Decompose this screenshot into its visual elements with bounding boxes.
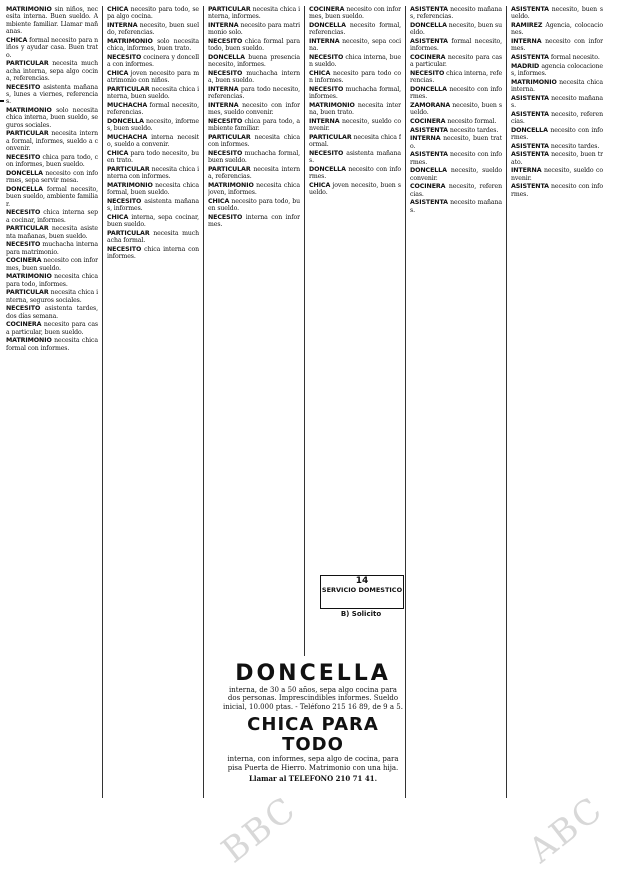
ad-text: necesito tardes.	[449, 126, 499, 134]
classified-ad	[208, 102, 300, 117]
ad-lead-word: COCINERA	[6, 257, 42, 265]
ad-text: necesita interna formal, informes, sueldo a convenir.	[6, 130, 98, 153]
ad-text: necesita muchacha interna, sepa algo cocina, referencias.	[6, 60, 98, 83]
ad-text: necesito, sueldo convenir.	[410, 167, 502, 182]
ad-text: necesito para casa particular, buen sueldo.	[6, 321, 98, 336]
ad-text: necesita interna, referencias.	[208, 166, 300, 181]
ad-lead-word: COCINERA	[309, 6, 345, 13]
classified-ad	[511, 183, 603, 198]
ad-text: necesita muchacha formal.	[107, 230, 199, 245]
ad-text: necesito formal.	[447, 118, 497, 125]
ad-lead-word: ZAMORANA	[410, 102, 451, 109]
classified-ad	[208, 166, 300, 181]
ad-lead-word: INTERNA	[309, 38, 340, 45]
ad-lead-word: COCINERA	[410, 183, 446, 191]
ad-text: asistenta mañanas, informes.	[107, 198, 199, 213]
classified-ad	[208, 214, 300, 229]
feature-headline-chica: CHICA PARA TODO	[247, 714, 379, 756]
classified-ad	[6, 257, 98, 272]
ad-lead-word: DONCELLA	[6, 185, 43, 193]
ad-text: muchacha interna, buen sueldo.	[208, 70, 300, 85]
classified-ad	[511, 95, 603, 110]
classified-ad	[309, 86, 401, 101]
ad-lead-word: INTERNA	[511, 38, 542, 45]
ad-text: necesito con informes.	[511, 126, 603, 141]
classified-ad	[6, 225, 98, 240]
classified-ad	[511, 143, 603, 150]
column-rule	[304, 6, 305, 656]
ad-text: asistenta mañanas.	[309, 150, 401, 165]
ad-text: chica para todo, con informes, buen sueldo.	[6, 153, 98, 169]
ad-text: chica interna, referencias.	[410, 70, 502, 85]
ad-lead-word: PARTICULAR	[6, 130, 49, 138]
classified-ad	[511, 38, 603, 53]
ad-text: necesito para casa particular.	[410, 54, 502, 69]
ad-lead-word: ASISTENTA	[511, 110, 549, 118]
feature-body-2: interna, con informes, sepa algo de cocina, para pisa Puerta de Hierro. Matrimonio con una hija.	[227, 755, 399, 772]
ad-text: necesita interna, buen trato.	[309, 102, 401, 117]
ad-lead-word: NECESITO	[6, 153, 41, 161]
ad-lead-word: PARTICULAR	[208, 6, 251, 13]
classified-ad	[208, 70, 300, 85]
ad-lead-word: ASISTENTA	[410, 199, 448, 207]
ad-lead-word: PARTICULAR	[6, 225, 49, 233]
ad-text: necesita chica interna, informes.	[208, 6, 300, 21]
classified-ad	[511, 151, 603, 166]
classified-ad	[309, 6, 401, 21]
ad-lead-word: NECESITO	[208, 150, 243, 157]
classified-ad	[511, 63, 603, 78]
ad-text: chica interna con informes.	[107, 246, 199, 261]
ad-text: necesito para todo con informes.	[309, 70, 401, 85]
classified-ad	[107, 102, 199, 117]
ad-lead-word: CHICA	[309, 182, 331, 189]
ad-lead-word: INTERNA	[107, 22, 138, 29]
ad-text: solo necesita chica interna, buen sueldo, seguros sociales.	[6, 107, 98, 129]
ad-lead-word: ASISTENTA	[511, 6, 549, 13]
classified-ad	[6, 273, 98, 288]
ad-text: necesita chica interna, buen sueldo.	[107, 86, 199, 101]
classified-ad	[6, 154, 98, 169]
ad-text: chica para todo, ambiente familiar.	[208, 118, 300, 133]
classified-ad	[6, 289, 98, 304]
feature-contact: Llamar al TELEFONO 210 71 41.	[248, 774, 378, 784]
classified-ad	[410, 151, 502, 166]
ad-column-2	[107, 6, 199, 798]
ad-lead-word: NECESITO	[107, 198, 142, 205]
ad-text: muchacha formal, buen sueldo.	[208, 150, 300, 165]
column-rule	[405, 6, 406, 798]
ad-text: formal necesito, referencias.	[107, 102, 199, 117]
ad-text: buena presencia necesito, informes.	[208, 54, 300, 69]
ad-text: formal necesito para niños y ayudar casa. Buen trato.	[6, 36, 98, 59]
classified-ad	[107, 22, 199, 37]
ad-lead-word: ASISTENTA	[511, 183, 549, 191]
ad-lead-word: NECESITO	[6, 83, 41, 91]
feature-headline-doncella: DONCELLA	[235, 661, 391, 686]
ad-lead-word: PARTICULAR	[107, 166, 150, 173]
classified-ad	[511, 6, 603, 21]
ad-text: chica interna, buen sueldo.	[309, 54, 401, 69]
ad-lead-word: NECESITO	[309, 150, 344, 157]
section-subtitle: B) Solicito	[340, 610, 382, 618]
ad-column-5	[410, 6, 502, 798]
ad-lead-word: ASISTENTA	[410, 126, 448, 134]
ad-text: necesito formal, referencias.	[309, 22, 401, 37]
classified-ad	[410, 118, 502, 125]
classified-ad	[208, 86, 300, 101]
classified-ad	[511, 54, 603, 61]
ad-text: sin niños, necesita interna. Buen sueldo. Ambiente familiar. Llamar mañanas.	[6, 6, 98, 36]
ad-lead-word: NECESITO	[208, 118, 243, 125]
ad-lead-word: CHICA	[6, 36, 28, 44]
classified-ad	[6, 37, 98, 59]
ad-lead-word: NECESITO	[6, 209, 41, 217]
classified-ad	[410, 38, 502, 53]
ad-text: chica formal para todo, buen sueldo.	[208, 38, 300, 53]
column-rule	[506, 6, 507, 798]
classified-ad	[6, 84, 98, 106]
ad-column-6	[511, 6, 603, 798]
ad-lead-word: DONCELLA	[410, 22, 447, 29]
ad-text: necesita chica interna con informes.	[107, 166, 199, 181]
ad-lead-word: NECESITO	[410, 70, 445, 77]
ad-lead-word: CHICA	[107, 70, 129, 77]
ad-text: necesito, referencias.	[410, 183, 502, 198]
classified-ad	[107, 6, 199, 21]
classified-ad	[6, 6, 98, 36]
classified-ad	[208, 118, 300, 133]
ad-text: asistenta mañanas, lunes a viernes, referencias.	[6, 83, 98, 106]
classified-ad	[6, 130, 98, 152]
ad-lead-word: MUCHACHA	[107, 102, 148, 109]
classified-ad	[511, 167, 603, 182]
classified-ad	[410, 135, 502, 150]
classified-ad	[208, 134, 300, 149]
ad-lead-word: NECESITO	[208, 70, 243, 77]
classified-ad	[208, 198, 300, 213]
ad-lead-word: PARTICULAR	[309, 134, 352, 141]
classified-ad	[309, 38, 401, 53]
ad-text: necesito con informes.	[511, 38, 603, 53]
ad-lead-word: DONCELLA	[309, 166, 346, 173]
ad-text: necesito mañanas.	[511, 94, 603, 109]
ad-lead-word: MATRIMONIO	[511, 78, 557, 86]
ad-text: necesito, buen trato.	[511, 151, 603, 166]
ad-text: necesito mañanas.	[410, 199, 502, 214]
classified-ad	[6, 170, 98, 185]
ad-lead-word: INTERNA	[309, 118, 340, 125]
classified-ad	[410, 199, 502, 214]
ad-lead-word: MATRIMONIO	[107, 38, 153, 45]
ad-text: necesito para todo, buen sueldo.	[208, 198, 300, 213]
ad-text: interna necesito, sueldo a convenir.	[107, 134, 199, 149]
classified-ad	[6, 321, 98, 336]
ad-text: necesito, buen trato.	[410, 135, 502, 150]
ad-lead-word: CHICA	[107, 214, 129, 221]
ad-text: formal necesito, buen sueldo, ambiente familiar.	[6, 185, 98, 208]
ad-lead-word: DONCELLA	[410, 86, 447, 93]
ad-lead-word: DONCELLA	[410, 167, 447, 175]
classified-ad	[6, 60, 98, 82]
ad-column-3	[208, 6, 300, 656]
classified-ad	[107, 38, 199, 53]
ad-lead-word: COCINERA	[410, 54, 446, 61]
ad-text: necesito con informes, sepa servir mesa.	[6, 169, 98, 185]
ad-lead-word: DONCELLA	[511, 126, 548, 134]
classified-ad	[309, 150, 401, 165]
ad-lead-word: MATRIMONIO	[309, 102, 355, 109]
ad-lead-word: PARTICULAR	[208, 166, 251, 173]
classified-ad	[6, 305, 98, 320]
ad-lead-word: NECESITO	[208, 214, 243, 221]
ad-lead-word: NECESITO	[309, 86, 344, 93]
ad-lead-word: NECESITO	[6, 305, 41, 313]
ad-text: necesito con informes, sueldo convenir.	[208, 102, 300, 117]
classified-ad	[208, 22, 300, 37]
ad-lead-word: PARTICULAR	[208, 134, 251, 141]
margin-mark	[0, 100, 4, 102]
ad-text: agencia colocaciones, informes.	[511, 62, 603, 77]
classified-ad	[107, 134, 199, 149]
ad-text: necesito para todo, sepa algo cocina.	[107, 6, 199, 21]
classified-ad	[309, 22, 401, 37]
ad-lead-word: MUCHACHA	[107, 134, 148, 141]
ad-text: solo necesita chica, informes, buen trato.	[107, 38, 199, 53]
ad-text: para todo necesito, referencias.	[208, 86, 300, 101]
classified-ad	[309, 134, 401, 149]
ad-lead-word: COCINERA	[410, 118, 446, 125]
ad-lead-word: COCINERA	[6, 321, 42, 329]
ad-lead-word: RAMIREZ	[511, 22, 543, 29]
ad-lead-word: CHICA	[107, 6, 129, 13]
section-name: SERVICIO DOMESTICO	[321, 586, 403, 594]
ad-text: interna con informes.	[208, 214, 300, 229]
feature-ad	[222, 660, 404, 798]
ad-text: necesito, sepa cocina.	[309, 38, 401, 53]
ad-lead-word: PARTICULAR	[107, 230, 150, 237]
ad-text: asistenta tardes, dos días semana.	[6, 305, 98, 320]
ad-text: necesito, buen sueldo.	[410, 22, 502, 37]
classified-ad	[107, 246, 199, 261]
classified-ad	[208, 182, 300, 197]
classified-ad	[6, 241, 98, 256]
ad-lead-word: ASISTENTA	[511, 142, 549, 150]
ad-lead-word: MATRIMONIO	[6, 337, 52, 345]
ad-lead-word: NECESITO	[208, 38, 243, 45]
section-header-box	[320, 575, 404, 609]
ad-text: necesito con informes.	[309, 166, 401, 181]
classified-ad	[511, 79, 603, 94]
ad-lead-word: NECESITO	[309, 54, 344, 61]
ad-lead-word: PARTICULAR	[6, 289, 49, 297]
ad-lead-word: INTERNA	[208, 102, 239, 109]
ad-lead-word: PARTICULAR	[107, 86, 150, 93]
watermark-logo-left: BBC	[214, 788, 305, 871]
ad-text: necesita chica joven, informes.	[208, 182, 300, 197]
ad-lead-word: MATRIMONIO	[6, 6, 52, 13]
classified-ad	[107, 166, 199, 181]
ad-lead-word: INTERNA	[410, 135, 441, 143]
ad-text: necesita chica interna, seguros sociales.	[6, 289, 98, 304]
ad-text: muchacha formal, informes.	[309, 86, 401, 101]
classified-ad	[309, 102, 401, 117]
classified-ad	[107, 150, 199, 165]
ad-text: necesito, buen sueldo, referencias.	[107, 22, 199, 37]
classified-ad	[107, 214, 199, 229]
ad-lead-word: MADRID	[511, 62, 540, 70]
classified-ad	[410, 102, 502, 117]
ad-text: cocinera y doncella con informes.	[107, 54, 199, 69]
ad-text: muchacha interna para matrimonio.	[6, 241, 98, 256]
classified-ad	[208, 54, 300, 69]
classified-ad	[410, 183, 502, 198]
classified-ad	[107, 86, 199, 101]
classified-ad	[410, 86, 502, 101]
classified-ad	[410, 127, 502, 134]
ad-lead-word: DONCELLA	[208, 54, 245, 61]
ad-lead-word: ASISTENTA	[511, 94, 549, 102]
ad-text: necesita asistenta mañanas, buen sueldo.	[6, 225, 98, 240]
ad-lead-word: PARTICULAR	[6, 60, 49, 68]
ad-text: chica interna sepa cocinar, informes.	[6, 209, 98, 224]
classified-ad	[410, 54, 502, 69]
ad-text: necesita chica para todo, informes.	[6, 273, 98, 288]
classified-ad	[208, 150, 300, 165]
ad-lead-word: MATRIMONIO	[107, 182, 153, 189]
classified-ad	[6, 209, 98, 224]
ad-lead-word: ASISTENTA	[511, 151, 549, 159]
classified-ad	[309, 118, 401, 133]
classified-ad	[309, 70, 401, 85]
classified-ad	[410, 167, 502, 182]
ad-lead-word: NECESITO	[107, 54, 142, 61]
section-number: 14	[355, 576, 369, 586]
ad-text: para todo necesito, buen trato.	[107, 150, 199, 165]
classified-ad	[107, 118, 199, 133]
classified-ad	[309, 166, 401, 181]
watermark-logo-right: ABC	[521, 788, 611, 871]
column-rule	[203, 6, 204, 798]
ad-text: formal necesito.	[550, 54, 600, 61]
classified-ad	[107, 230, 199, 245]
ad-text: joven necesito para matrimonio con niños.	[107, 70, 199, 85]
classified-ad	[511, 22, 603, 37]
ad-lead-word: INTERNA	[208, 22, 239, 29]
ad-text: necesita chica interna.	[511, 78, 603, 93]
ad-text: necesito, buen sueldo.	[410, 102, 502, 117]
ad-lead-word: CHICA	[208, 198, 230, 205]
ad-text: necesito, sueldo convenir.	[511, 167, 603, 182]
ad-column-4	[309, 6, 401, 571]
ad-lead-word: CHICA	[309, 70, 331, 77]
ad-lead-word: DONCELLA	[6, 169, 43, 177]
classified-ad	[410, 6, 502, 21]
ad-lead-word: NECESITO	[107, 246, 142, 253]
ad-text: necesito con informes.	[511, 183, 603, 198]
ad-text: joven necesito, buen sueldo.	[309, 182, 401, 197]
ad-text: necesito con informes.	[410, 151, 502, 166]
ad-text: necesito, sueldo convenir.	[309, 118, 401, 133]
ad-lead-word: DONCELLA	[309, 22, 346, 29]
ad-text: Agencia, colocaciones.	[511, 22, 603, 37]
classified-ad	[107, 70, 199, 85]
ad-text: necesito, informes, buen sueldo.	[107, 118, 199, 133]
ad-lead-word: INTERNA	[511, 167, 542, 175]
classified-ad	[6, 107, 98, 129]
ad-lead-word: CHICA	[107, 150, 129, 157]
classified-ad	[107, 54, 199, 69]
ad-lead-word: NECESITO	[6, 241, 41, 249]
ad-lead-word: INTERNA	[208, 86, 239, 93]
classified-ad	[511, 127, 603, 142]
ad-text: necesita chica formal.	[309, 134, 401, 149]
ad-text: necesito con informes, buen sueldo.	[6, 257, 98, 272]
feature-body-1: interna, de 30 a 50 años, sepa algo cocina para dos personas. Imprescindibles informes. Sueldo inicial, 10.000 ptas. - Teléfono 215 16 89, de 9 a 5.	[223, 686, 403, 711]
classified-ad	[410, 70, 502, 85]
ad-lead-word: ASISTENTA	[511, 54, 549, 61]
classified-ad	[6, 186, 98, 208]
classified-ad	[6, 337, 98, 352]
classified-ad	[208, 38, 300, 53]
classified-ad	[208, 6, 300, 21]
classified-ad	[410, 22, 502, 37]
ad-text: necesito tardes.	[550, 142, 600, 150]
ad-lead-word: MATRIMONIO	[6, 107, 52, 115]
ad-lead-word: MATRIMONIO	[6, 273, 52, 281]
ad-text: necesita chica formal, buen sueldo.	[107, 182, 199, 197]
ad-lead-word: MATRIMONIO	[208, 182, 254, 189]
ad-lead-word: DONCELLA	[107, 118, 144, 125]
ad-lead-word: ASISTENTA	[410, 151, 448, 159]
classified-ad	[107, 182, 199, 197]
classified-ad	[309, 54, 401, 69]
ad-lead-word: ASISTENTA	[410, 6, 448, 13]
ad-text: formal necesito, informes.	[410, 38, 502, 53]
ad-text: necesita chica con informes.	[208, 134, 300, 149]
ad-text: necesito con informes.	[410, 86, 502, 101]
ad-text: necesito para matrimonio solo.	[208, 22, 300, 37]
ad-lead-word: ASISTENTA	[410, 38, 448, 45]
classified-ad	[511, 111, 603, 126]
column-rule	[102, 6, 103, 798]
ad-text: necesito con informes, buen sueldo.	[309, 6, 401, 21]
ad-text: necesita chica formal con informes.	[6, 337, 98, 352]
ad-text: necesito, buen sueldo.	[511, 6, 603, 21]
ad-column-1	[6, 6, 98, 798]
ad-text: interna, sepa cocinar, buen sueldo.	[107, 214, 199, 229]
classified-ad	[107, 198, 199, 213]
classified-ad	[309, 182, 401, 197]
ad-text: necesito mañanas, referencias.	[410, 6, 502, 21]
ad-text: necesito, referencias.	[511, 110, 603, 125]
